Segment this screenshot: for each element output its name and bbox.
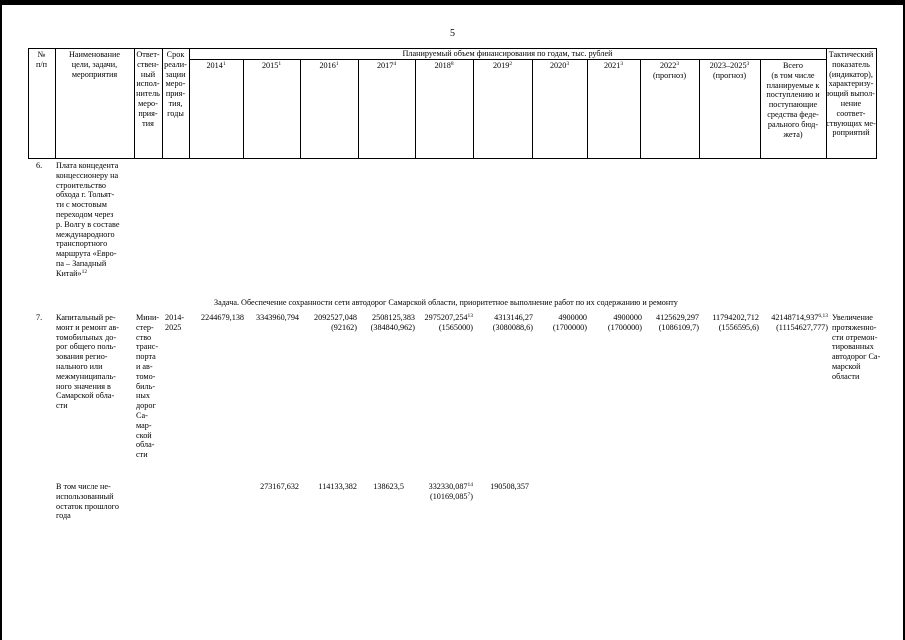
row7-value-2017: 2508125,383 (384840,962) xyxy=(370,313,415,332)
row-incl-2016: 114133,382 xyxy=(318,482,357,491)
row7-value-2014: 2244679,138 xyxy=(201,313,244,322)
header-year-2019: 2019$^2$ xyxy=(492,61,513,70)
header-indicator: Тактический показатель (индикатор), характеризу- ющий выпол- нение соответ- ствующих ме- роприятий xyxy=(826,50,876,138)
row6-no: 6. xyxy=(36,161,43,170)
col-border xyxy=(415,59,416,159)
row7-value-2016: 2092527,048 (92162) xyxy=(314,313,357,332)
row7-value-2015: 3343960,794 xyxy=(256,313,299,322)
row7-value-2022: 4125629,297 (1086109,7) xyxy=(656,313,699,332)
row7-responsible: Мини- стер- ство транс- порта и ав- томо- биль- ных дорог Са- мар- ской обла- сти xyxy=(136,313,160,460)
row-incl-name: В том числе не- использованный остаток прошлого года xyxy=(56,482,119,521)
row-incl-2015: 273167,632 xyxy=(260,482,299,491)
row7-value-2023-2025: 11794202,712 (1556595,6) xyxy=(712,313,759,332)
header-year-2022: 2022$^3$ (прогноз) xyxy=(652,61,687,80)
row7-term: 2014- 2025 xyxy=(165,313,185,332)
header-funding-title: Планируемый объем финансирования по годам, тыс. рублей xyxy=(402,49,613,58)
header-responsible: Ответ- ствен- ный испол- нитель меро- прия- тия xyxy=(136,50,160,128)
col-border xyxy=(358,59,359,159)
row-incl-2018: 332330,087$^{14}$ (10169,085$^7$) xyxy=(428,482,473,501)
header-year-2017: 2017$^4$ xyxy=(376,61,397,70)
col-border xyxy=(473,59,474,159)
left-edge-bar xyxy=(0,0,2,640)
header-year-2015: 2015$^1$ xyxy=(261,61,282,70)
row7-total: 42148714,937$^{6,13}$ (11154627,777) xyxy=(771,313,828,332)
row6-name: Плата концедента концессионеру на строительство обхода г. Тольят- ти с мостовым переходом через р. Волгу в составе международного транспортного маршрута «Евро- па – Западный Китай»$^{12}$ xyxy=(56,161,120,278)
col-border xyxy=(532,59,533,159)
header-name: Наименование цели, задачи, мероприятия xyxy=(68,50,120,79)
row7-value-2020: 4900000 (1700000) xyxy=(552,313,587,332)
col-border xyxy=(587,59,588,159)
top-edge-bar xyxy=(0,0,905,5)
row-incl-2019: 190508,357 xyxy=(490,482,529,491)
row-incl-2017: 138623,5 xyxy=(373,482,404,491)
col-border xyxy=(300,59,301,159)
col-border xyxy=(243,59,244,159)
header-year-2016: 2016$^1$ xyxy=(319,61,339,70)
header-year-2018: 2018$^8$ xyxy=(434,61,454,70)
header-year-2023-2025: 2023–2025$^3$ (прогноз) xyxy=(709,61,750,80)
page-number: 5 xyxy=(450,28,455,39)
col-border xyxy=(876,48,877,159)
header-year-2021: 2021$^3$ xyxy=(603,61,624,70)
row7-value-2018: 2975207,254$^{13}$ (1565000) xyxy=(424,313,473,332)
header-bottom-border xyxy=(28,158,876,159)
row7-no: 7. xyxy=(36,313,43,322)
row7-name: Капитальный ре- монт и ремонт ав- томобильных до- рог общего поль- зования регио- нального или межмуниципаль- ного значения в Самарской обла- сти xyxy=(56,313,119,411)
header-year-2020: 2020$^3$ xyxy=(549,61,570,70)
row7-value-2019: 4313146,27 (3080088,6) xyxy=(492,313,533,332)
header-term: Срок реали- зации меро- прия- тия, годы xyxy=(164,50,187,118)
header-year-2014: 2014$^1$ xyxy=(206,61,226,70)
header-total: Всего (в том числе планируемые к поступлению и поступающие средства феде- рального бюд- жета) xyxy=(766,61,820,139)
task-title: Задача. Обеспечение сохранности сети автодорог Самарской области, приоритетное выполнение работ по их содержанию и ремонту xyxy=(214,298,678,307)
row7-value-2021: 4900000 (1700000) xyxy=(607,313,642,332)
funding-header-divider xyxy=(189,59,826,60)
header-no: № п/п xyxy=(35,50,48,69)
row7-indicator: Увеличение протяженно- сти отремон- тированных автодорог Са- марской области xyxy=(832,313,881,381)
